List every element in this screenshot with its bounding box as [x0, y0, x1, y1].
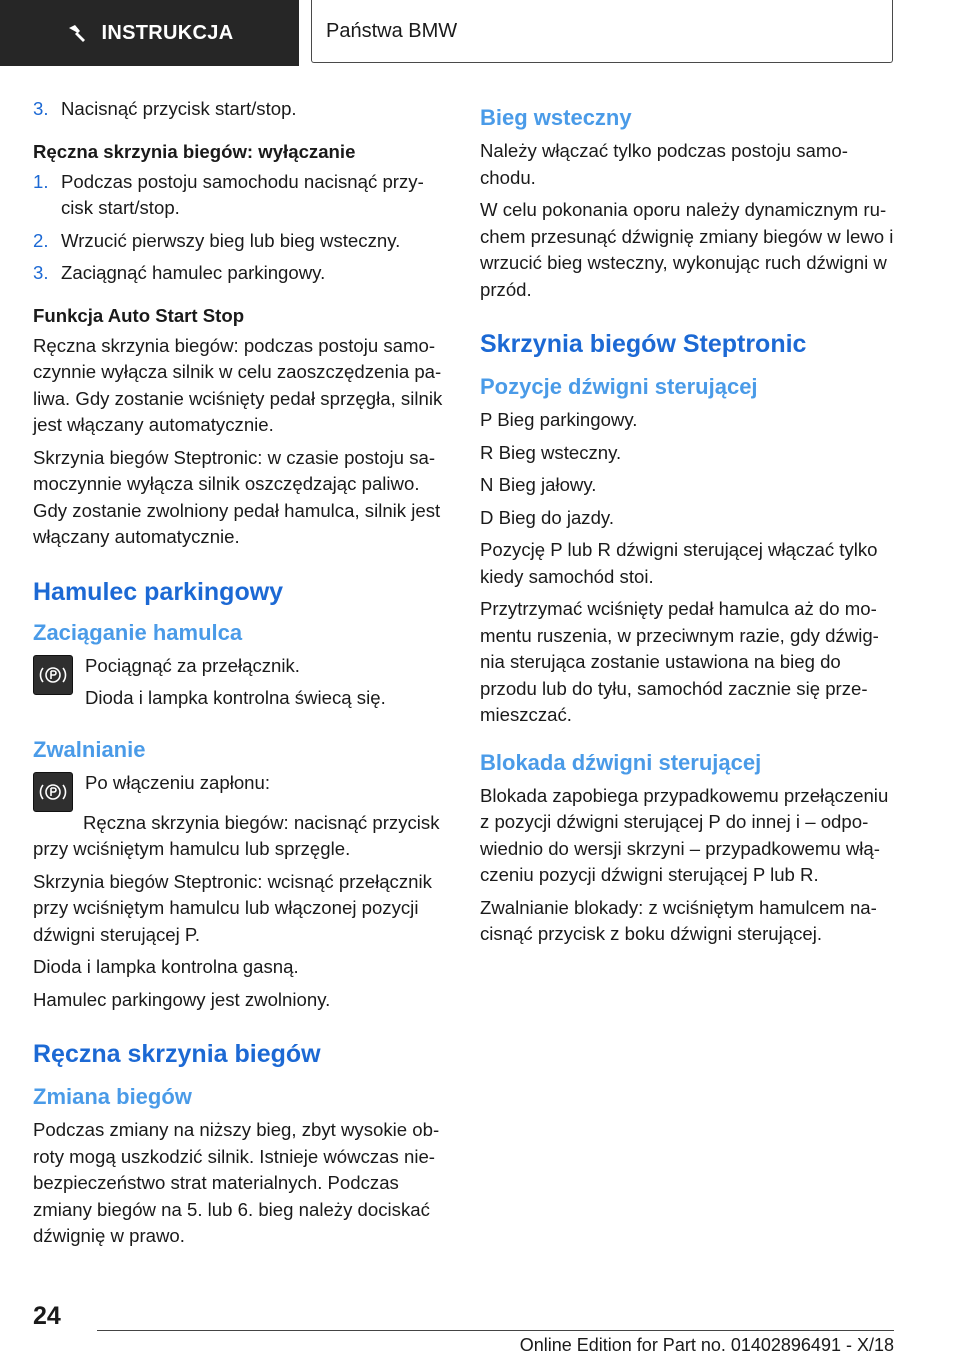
- paragraph: Zwalnianie blokady: z wciśniętym hamulcem na-cisnąć przycisk z boku dźwigni sterującej.: [480, 896, 877, 944]
- list-item: [33, 96, 447, 123]
- paragraph: Podczas zmiany na niższy bieg, zbyt wysokie ob-roty mogą uszkodzić silnik. Istnieje wówczas nie-bezpieczeństwo strat materialnych. Podczas zmiany biegów na 5. lub 6. bieg należy dociskać dźwignię w prawo.: [33, 1119, 440, 1246]
- section-heading: Hamulec parkingowy: [33, 577, 284, 606]
- subsection-heading: Pozycje dźwigni sterującej: [480, 374, 758, 399]
- paragraph: Pozycję P lub R dźwigni sterującej włączać tylko kiedy samochód stoi.: [480, 539, 878, 587]
- section-subheading: Ręczna skrzynia biegów: wyłączanie: [33, 140, 356, 162]
- paragraph: Hamulec parkingowy jest zwolniony.: [33, 988, 331, 1010]
- subsection-heading: Blokada dźwigni sterującej: [480, 749, 762, 775]
- tab-panstwa-bmw-label: Państwa BMW: [326, 19, 458, 42]
- paragraph: Pociągnąć za przełącznik.: [85, 654, 300, 676]
- paragraph: Ręczna skrzynia biegów: nacisnąć przycisk przy wciśniętym hamulcu lub sprzęgle.: [33, 811, 440, 859]
- paragraph: D Bieg do jazdy.: [480, 506, 615, 528]
- step-number: 2.: [33, 229, 49, 251]
- tab-panstwa-bmw[interactable]: [311, 0, 893, 63]
- subsection-heading: Bieg wsteczny: [480, 105, 632, 130]
- paragraph: Dioda i lampka kontrolna świecą się.: [85, 687, 386, 708]
- tool-icon: [66, 22, 88, 44]
- paragraph: Należy włączać tylko podczas postoju samo-chodu.: [480, 140, 848, 188]
- page-number: 24: [33, 1302, 61, 1330]
- step-text: Podczas postoju samochodu nacisnąć przy-cisk start/stop.: [61, 170, 424, 218]
- paragraph: Przytrzymać wciśnięty pedał hamulca aż do mo-mentu ruszenia, w przeciwnym razie, gdy dźwig-nia sterująca zostanie ustawiona na bieg do przodu lub do tyłu, samochód zacznie się prze-mieszczać.: [480, 598, 879, 725]
- step-text: Zaciągnąć hamulec parkingowy.: [61, 262, 326, 283]
- parking-brake-icon: [33, 655, 73, 695]
- subsection-heading: Zmiana biegów: [33, 1084, 192, 1109]
- step-text: Nacisnąć przycisk start/stop.: [61, 98, 297, 119]
- paragraph: Blokada zapobiega przypadkowemu przełączeniu z pozycji dźwigni sterującej P do innej i – odpo-wiednio do wersji skrzyni – przypadkowemu włą-czeniu pozycji dźwigni sterującej P lub R.: [480, 784, 889, 885]
- left-column: [33, 96, 447, 1256]
- paragraph: Po włączeniu zapłonu:: [85, 771, 271, 793]
- paragraph: Skrzynia biegów Steptronic: w czasie postoju sa-moczynnie wyłącza silnik oszczędzając paliwo. Gdy zostanie zwolniony pedał hamulca, silnik jest włączany automatycznie.: [33, 446, 441, 547]
- page-header: [0, 0, 960, 66]
- paragraph: P Bieg parkingowy.: [480, 409, 638, 430]
- parking-brake-icon: [33, 772, 73, 812]
- paragraph: N Bieg jałowy.: [480, 474, 597, 495]
- section-heading: Ręczna skrzynia biegów: [33, 1040, 321, 1068]
- icon-paragraph: [33, 653, 447, 718]
- paragraph: Ręczna skrzynia biegów: podczas postoju samo-czynnie wyłącza silnik w celu zaoszczędzenia pa-liwa. Gdy zostanie wciśnięty pedał sprzęgła, silnik jest włączany automatycznie.: [33, 334, 443, 435]
- paragraph: Skrzynia biegów Steptronic: wcisnąć przełącznik przy wciśniętym hamulcu lub włączonej pozycji dźwigni sterującej P.: [33, 870, 432, 945]
- list-item: [33, 228, 447, 255]
- step-number: 3.: [33, 262, 49, 283]
- tab-instrukcja-label: INSTRUKCJA: [101, 21, 234, 44]
- section-subheading: Funkcja Auto Start Stop: [33, 304, 245, 326]
- right-column: [480, 96, 896, 954]
- section-heading: Skrzynia biegów Steptronic: [480, 330, 807, 358]
- paragraph: R Bieg wsteczny.: [480, 441, 622, 463]
- step-number: 3.: [33, 98, 49, 119]
- paragraph: Dioda i lampka kontrolna gasną.: [33, 956, 299, 977]
- step-number: 1.: [33, 170, 49, 192]
- subsection-heading: Zwalnianie: [33, 736, 146, 762]
- list-item: [33, 260, 447, 287]
- icon-paragraph: [33, 770, 447, 812]
- footer-divider: [97, 1330, 894, 1331]
- step-text: Wrzucić pierwszy bieg lub bieg wsteczny.: [61, 229, 401, 251]
- edition-note: Online Edition for Part no. 01402896491 - X/18: [519, 1335, 894, 1355]
- subsection-heading: Zaciąganie hamulca: [33, 619, 243, 645]
- list-item: [33, 169, 447, 222]
- tab-instrukcja[interactable]: [0, 0, 299, 66]
- paragraph: W celu pokonania oporu należy dynamicznym ru-chem przesunąć dźwignię zmiany biegów w lewo i wrzucić bieg wsteczny, wykonując ruch dźwigni w przód.: [480, 199, 894, 300]
